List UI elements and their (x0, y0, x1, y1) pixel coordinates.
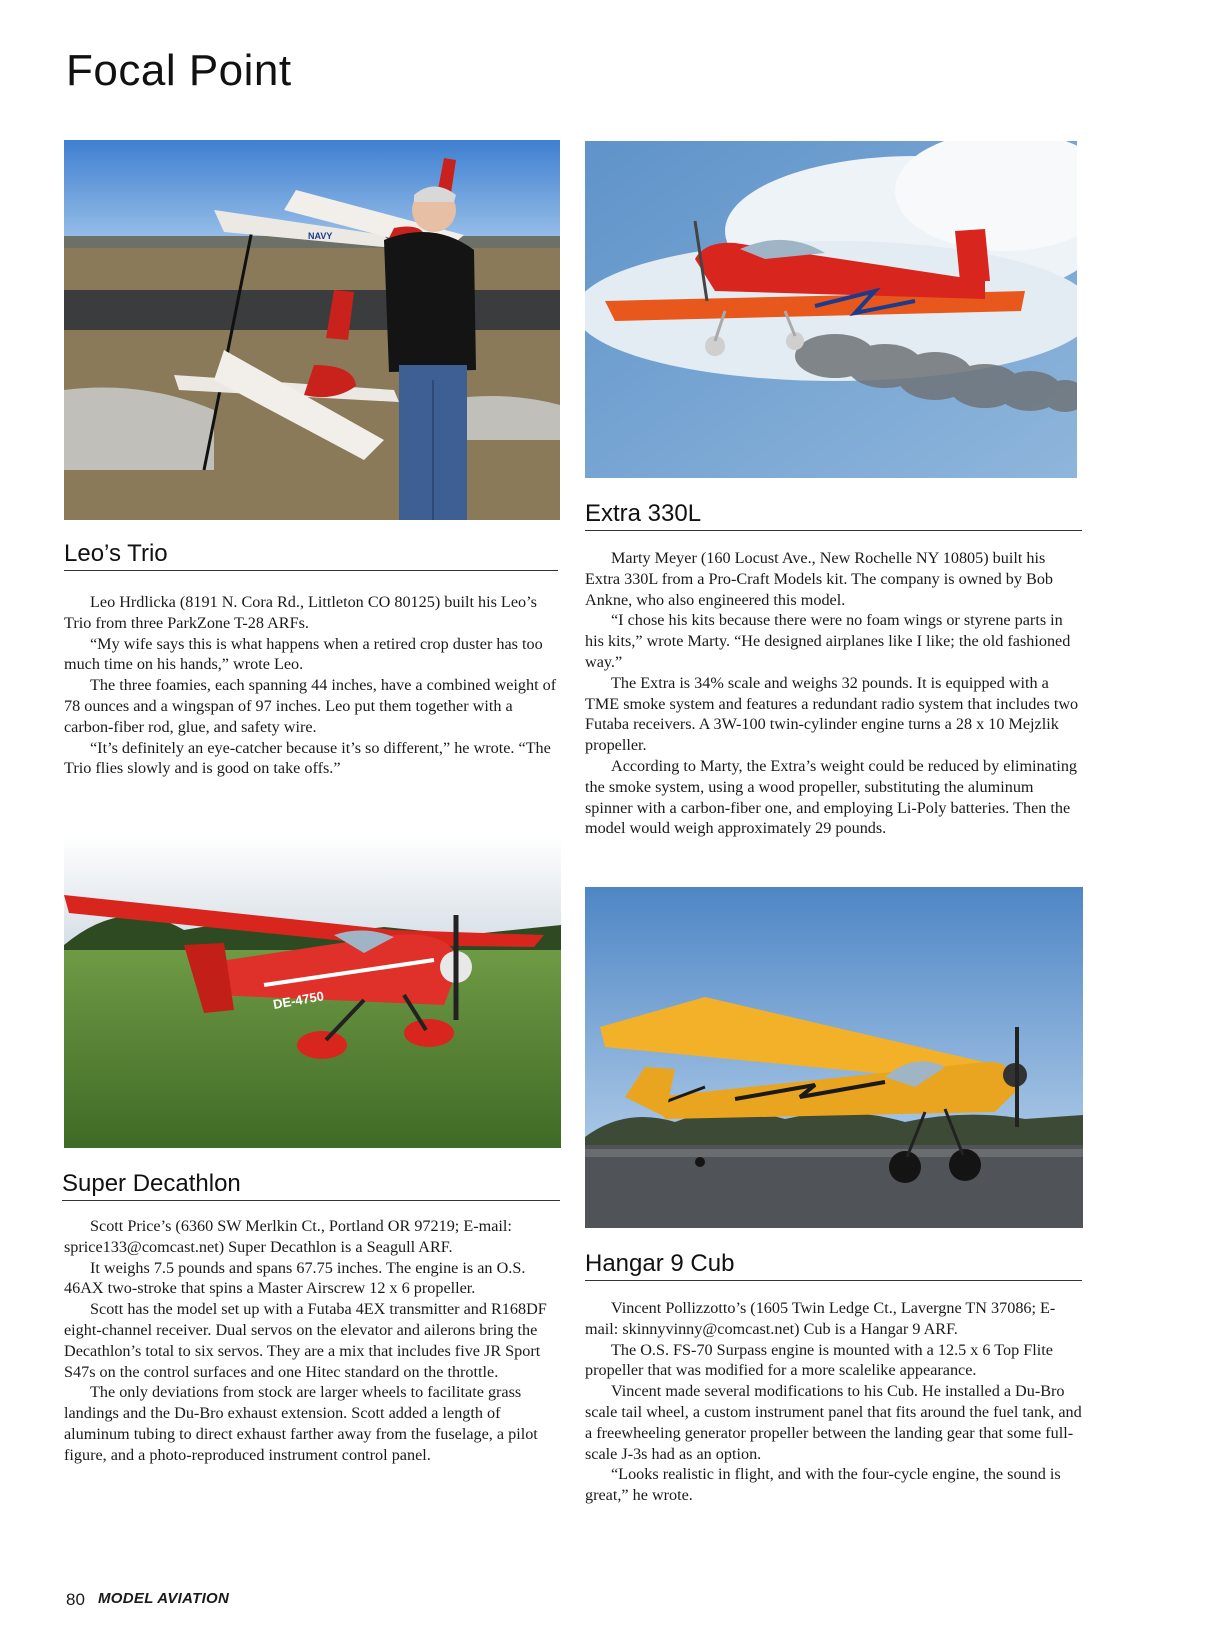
page-title: Focal Point (66, 46, 292, 95)
extra-330l-photo (585, 141, 1083, 478)
hangar-9-cub-heading: Hangar 9 Cub (585, 1250, 1082, 1281)
hangar-9-cub-photo (585, 887, 1083, 1228)
article-paragraph: It weighs 7.5 pounds and spans 67.75 inches. The engine is an O.S. 46AX two-stroke that spins a Master Airscrew 12 x 6 propeller. (64, 1258, 526, 1298)
super-decathlon-heading: Super Decathlon (62, 1170, 560, 1201)
leos-trio-heading: Leo’s Trio (64, 540, 558, 571)
article-paragraph: “I chose his kits because there were no foam wings or styrene parts in his kits,” wrote Marty. “He designed airplanes like I like; the old fashioned way.” (585, 611, 1071, 671)
article-paragraph: The three foamies, each spanning 44 inches, have a combined weight of 78 ounces and a wingspan of 97 inches. Leo put them together with a carbon-fiber rod, glue, and safety wire. (64, 676, 557, 736)
super-decathlon-article (64, 1216, 561, 1466)
hangar-9-cub-article (585, 1298, 1083, 1506)
article-paragraph: Vincent Pollizzotto’s (1605 Twin Ledge Ct., Lavergne TN 37086; E-mail: skinnyvinny@comcast.net) Cub is a Hangar 9 ARF. (585, 1299, 1056, 1338)
magazine-name: MODEL AVIATION (98, 1590, 230, 1607)
article-paragraph: Scott has the model set up with a Futaba 4EX transmitter and R168DF eight-channel receiver. Dual servos on the elevator and ailerons bring the Decathlon’s total to six servos. They are a mix that includes five JR Sport S47s on the control surfaces and one Hitec standard on the throttle. (64, 1300, 547, 1381)
page-number: 80 (66, 1590, 85, 1609)
article-paragraph: Leo Hrdlicka (8191 N. Cora Rd., Littleton CO 80125) built his Leo’s Trio from three ParkZone T-28 ARFs. (64, 593, 537, 632)
super-decathlon-photo (64, 835, 561, 1148)
article-paragraph: The O.S. FS-70 Surpass engine is mounted with a 12.5 x 6 Top Flite propeller that was modified for a more scalelike appearance. (585, 1340, 1053, 1380)
article-paragraph: “It’s definitely an eye-catcher because it’s so different,” he wrote. “The Trio flies slowly and is good on take offs.” (64, 738, 551, 778)
article-paragraph: Scott Price’s (6360 SW Merlkin Ct., Portland OR 97219; E-mail: sprice133@comcast.net) Super Decathlon is a Seagull ARF. (64, 1217, 512, 1256)
decathlon-registration: DE-4750 (271, 988, 326, 1012)
article-paragraph: “My wife says this is what happens when a retired crop duster has too much time on his hands,” wrote Leo. (64, 634, 543, 674)
trio-nose-marking: NAVY (308, 231, 333, 241)
article-paragraph: Vincent made several modifications to his Cub. He installed a Du-Bro scale tail wheel, a custom instrument panel that fits around the fuel tank, and a freewheeling generator propeller between the landing gear that some full-scale J-3s had as an option. (585, 1382, 1082, 1463)
article-paragraph: The only deviations from stock are larger wheels to facilitate grass landings and the Du-Bro exhaust extension. Scott added a length of aluminum tubing to direct exhaust farther away from the fuselage, a pilot figure, and a photo-reproduced instrument control panel. (64, 1383, 538, 1464)
article-paragraph: The Extra is 34% scale and weighs 32 pounds. It is equipped with a TME smoke system and features a redundant radio system that includes two Futaba receivers. A 3W-100 twin-cylinder engine turns a 28 x 10 Mejzlik propeller. (585, 673, 1079, 755)
article-paragraph: Marty Meyer (160 Locust Ave., New Rochelle NY 10805) built his Extra 330L from a Pro-Craft Models kit. The company is owned by Bob Ankne, who also engineered this model. (585, 549, 1054, 609)
leos-trio-article (64, 592, 560, 779)
extra-330l-heading: Extra 330L (585, 500, 1082, 531)
article-paragraph: According to Marty, the Extra’s weight could be reduced by eliminating the smoke system, using a wood propeller, substituting the aluminum spinner with a carbon-fiber one, and employing Li-Poly batteries. Then the model would weigh approximately 29 pounds. (585, 756, 1078, 838)
leos-trio-photo (64, 140, 560, 520)
article-paragraph: “Looks realistic in flight, and with the four-cycle engine, the sound is great,” he wrote. (585, 1465, 1061, 1505)
extra-330l-article (585, 548, 1083, 839)
